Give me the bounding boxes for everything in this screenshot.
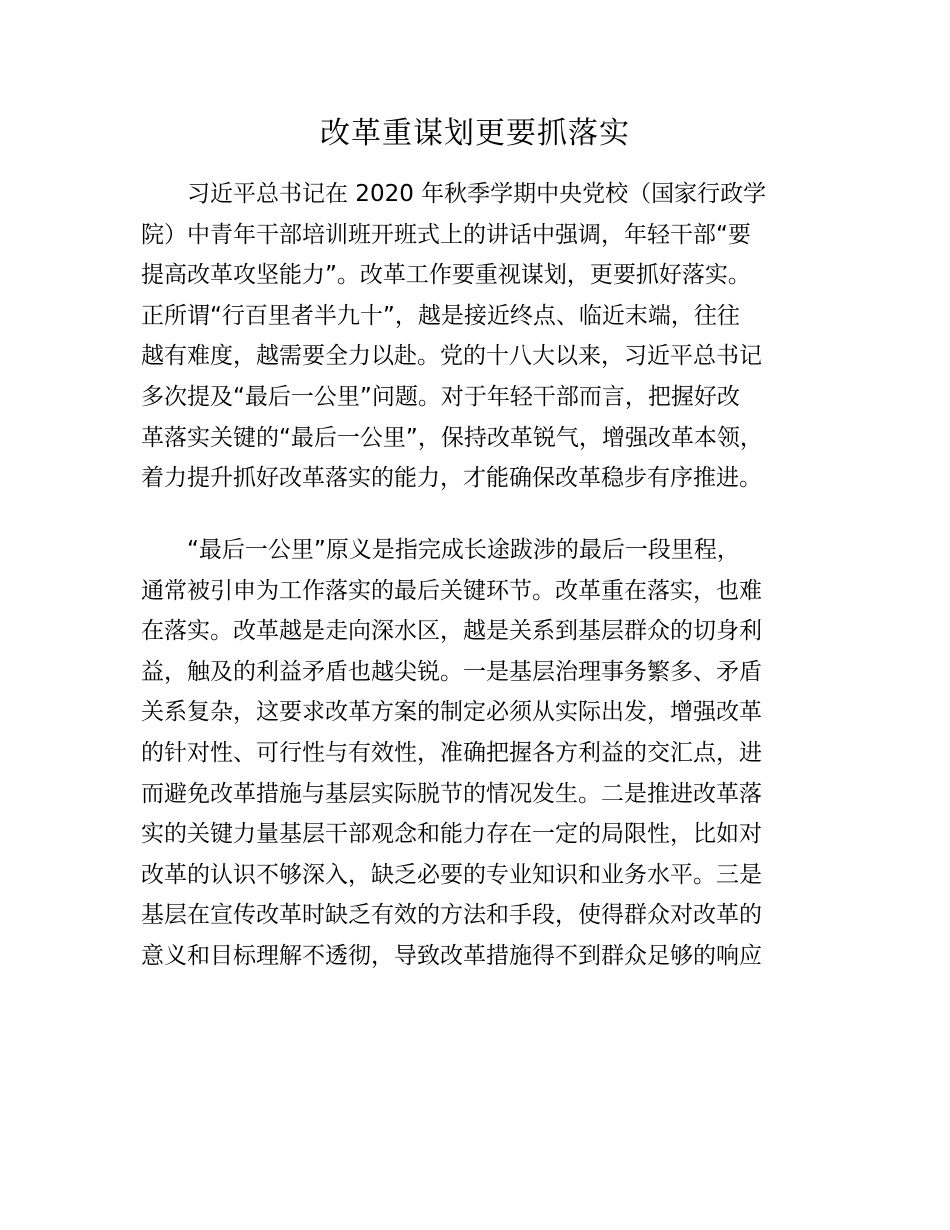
text-line: 越有难度，越需要全力以赴。党的十八大以来，习近平总书记 [141, 343, 762, 370]
paragraph-2 [141, 530, 762, 977]
text-line: 意义和目标理解不透彻，导致改革措施得不到群众足够的响应 [141, 942, 762, 969]
text-line: 的针对性、可行性与有效性，准确把握各方利益的交汇点，进 [141, 739, 762, 766]
text-line: 而避免改革措施与基层实际脱节的情况发生。二是推进改革落 [141, 780, 762, 807]
text-line: 通常被引申为工作落实的最后关键环节。改革重在落实，也难 [141, 577, 762, 604]
text-line: 正所谓“行百里者半九十”，越是接近终点、临近末端，往往 [141, 302, 740, 329]
text-line: 着力提升抓好改革落实的能力，才能确保改革稳步有序推进。 [141, 465, 762, 492]
text-line: 多次提及“最后一公里”问题。对于年轻干部而言，把握好改 [141, 383, 740, 410]
text-line: 关系复杂，这要求改革方案的制定必须从实际出发，增强改革 [141, 699, 762, 726]
paragraph-1 [141, 174, 766, 499]
text-line: 革落实关键的“最后一公里”，保持改革锐气，增强改革本领， [141, 424, 763, 451]
text-line: 实的关键力量基层干部观念和能力存在一定的局限性，比如对 [141, 821, 762, 848]
text-line: 改革的认识不够深入，缺乏必要的专业知识和业务水平。三是 [141, 861, 762, 888]
text-line: 提高改革攻坚能力”。改革工作要重视谋划，更要抓好落实。 [141, 262, 751, 289]
text-line: “最后一公里”原义是指完成长途跋涉的最后一段里程， [187, 537, 740, 563]
text-line: 益，触及的利益矛盾也越尖锐。一是基层治理事务繁多、矛盾 [141, 658, 762, 685]
text-line: 基层在宣传改革时缺乏有效的方法和手段，使得群众对改革的 [141, 902, 762, 929]
text-line: 院）中青年干部培训班开班式上的讲话中强调，年轻干部“要 [141, 221, 751, 248]
text-line: 习近平总书记在 2020 年秋季学期中央党校（国家行政学 [187, 181, 767, 207]
document-title: 改革重谋划更要抓落实 [320, 116, 630, 151]
text-line: 在落实。改革越是走向深水区，越是关系到基层群众的切身利 [141, 618, 762, 645]
